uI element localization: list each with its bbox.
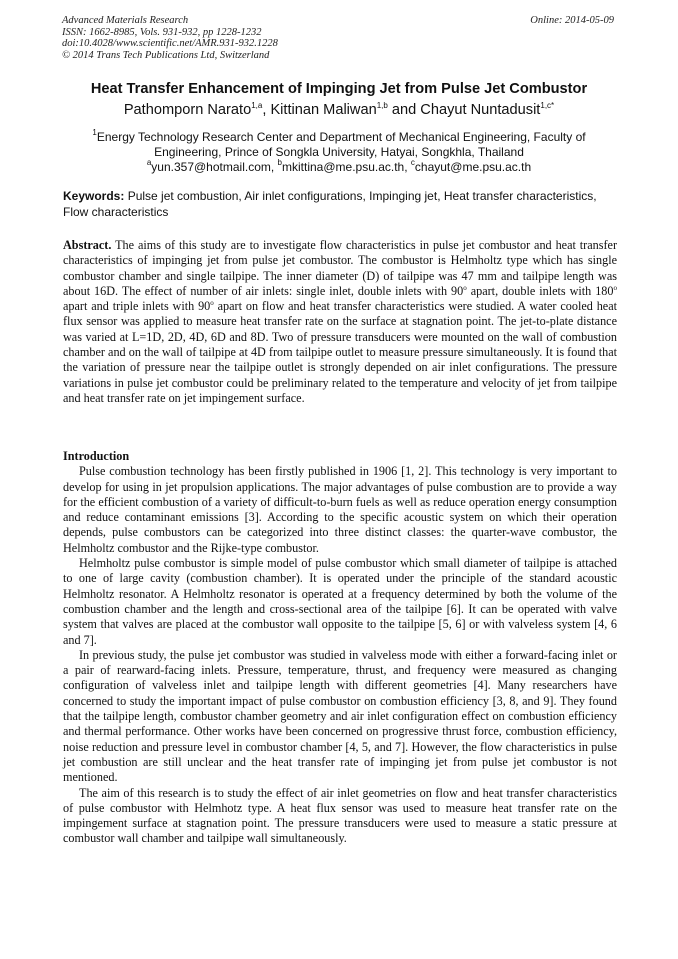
journal-name: Advanced Materials Research <box>62 15 189 26</box>
author-separator: , <box>262 102 271 118</box>
abstract-label: Abstract. <box>63 238 112 252</box>
issn-line: ISSN: 1662-8985, Vols. 931-932, pp 1228-1232 <box>62 26 262 38</box>
abstract-text: apart on flow and heat transfer characteristics were studied. A water cooled heat flux sensor was applied to measure heat transfer rate on the surface at stagnation point. The jet-to-plate distance was varied at L=1D, 2D, 4D, 6D and 8D. Two of pressure transducers were mounted on the wall of combustion chamber and on the wall of tailpipe at 4D from tailpipe outlet to measure pressure simultaneously. It is found that the variation of pressure near the tailpipe outlet is strongly depended on air inlet configurations. The pressure variations in pulse jet combustor could be preliminary related to the temperature and velocity of jet from tailpipe and heat transfer rate on jet impingement surface. <box>63 299 617 405</box>
author-affiliation-mark: 1,b <box>376 101 388 110</box>
paragraph: Pulse combustion technology has been firstly published in 1906 [1, 2]. This technology is very important to develop for using in jet propulsion applications. The major advantages of pulse combustion are to provide a way for the efficient combustion of a variety of difficult-to-burn fuels as well as reduce operation energy consumption and reduce contaminant emissions [3]. According to the specific acoustic system on which their operation depends, pulse combustors can be categorized into three distinct classes: the quarter-wave combustor, the Helmholtz combustor and the Rijke-type combustor. <box>63 464 617 555</box>
online-date: Online: 2014-05-09 <box>530 15 614 26</box>
email-mark: a <box>146 158 152 168</box>
abstract-text: apart and triple inlets with 90 <box>63 299 211 314</box>
section-heading: Introduction <box>63 449 130 463</box>
affiliation-line <box>60 130 618 145</box>
email-line <box>60 160 618 175</box>
keywords <box>63 189 617 221</box>
journal-header <box>62 15 614 61</box>
affiliation-line: Engineering, Prince of Songkla University, Hatyai, Songkhla, Thailand <box>154 145 524 160</box>
email-mark: c <box>410 158 415 168</box>
email-mark: b <box>277 158 282 168</box>
affiliation-text: Energy Technology Research Center and Department of Mechanical Engineering, Faculty of <box>96 130 586 144</box>
author-separator: and <box>387 102 421 118</box>
author-affiliation-mark: 1,c* <box>540 101 555 110</box>
paragraph: The aim of this research is to study the effect of air inlet geometries on flow and heat transfer characteristics of pulse combustor with Helmhotz type. A heat flux sensor was used to measure heat transfer rate on the impingement surface at stagnation point. The pressure transducers were used to measure a static pressure at combustor wall chamber and tailpipe wall simultaneously. <box>63 785 617 846</box>
author-name: Pathomporn Narato <box>123 102 252 118</box>
keywords-text: Pulse jet combustion, Air inlet configurations, Impinging jet, Heat transfer characteristics, Flow characteristics <box>63 189 597 219</box>
author-name: Chayut Nuntadusit <box>420 102 541 118</box>
affiliation-block <box>60 130 618 176</box>
email-address: mkittina@me.psu.ac.th, <box>282 160 411 175</box>
degree-mark: o <box>210 299 214 308</box>
introduction-section <box>63 449 617 847</box>
keywords-label: Keywords: <box>63 189 125 203</box>
author-affiliation-mark: 1,a <box>251 101 263 110</box>
author-name: Kittinan Maliwan <box>270 102 377 118</box>
paragraph: Helmholtz pulse combustor is simple model of pulse combustor which small diameter of tailpipe is attached to one of large cavity (combustion chamber). It is operated under the principle of the standard acoustic Helmholtz resonator. A Helmholtz resonator is operated at a frequency determined by both the volume of the combustion chamber and the length and cross-sectional area of the tailpipe [6]. It can be operated with valve system that valves are placed at the combustor wall opposite to the tailpipe [5, 6] or with valveless system [4, 6 and 7]. <box>63 556 617 647</box>
author-list <box>40 101 638 119</box>
paragraph: In previous study, the pulse jet combustor was studied in valveless mode with either a forward-facing inlet or a pair of rearward-facing inlets. Pressure, temperature, thrust, and frequency were measured as changing configuration of valveless inlet and tailpipe length with different geometries [4]. Many researchers have concerned to study the important impact of pulse combustor on combustion efficiency [3, 8, and 9]. They found that the tailpipe length, combustor chamber geometry and air inlet configuration effect on combustion efficiency and thermal performance. Other works have been concerned on progressive thrust force, combustion efficiency, noise reduction and pressure level in combustor chamber [4, 5, and 7]. However, the flow characteristics in pulse jet combustion are still unclear and the heat transfer rate of impinging jet from pulse jet combustor is not mentioned. <box>63 647 617 785</box>
abstract-text: apart, double inlets with 180 <box>466 283 614 298</box>
affiliation-mark: 1 <box>92 128 97 137</box>
paper-title: Heat Transfer Enhancement of Impinging Jet from Pulse Jet Combustor <box>90 81 588 97</box>
degree-mark: o <box>613 283 617 292</box>
doi-line: doi:10.4028/www.scientific.net/AMR.931-932.1228 <box>62 38 278 49</box>
email-address: chayut@me.psu.ac.th <box>414 160 532 175</box>
copyright-line: © 2014 Trans Tech Publications Ltd, Switzerland <box>62 49 270 61</box>
abstract <box>63 238 617 406</box>
abstract-text: The aims of this study are to investigate flow characteristics in pulse jet combustor and heat transfer characteristics of impinging jet from pulse jet combustor. The combustor is Helmholtz type which has single combustor chamber and single tailpipe. The inner diameter (D) of tailpipe was 47 mm and tailpipe length was about 16D. The effect of number of air inlets: single inlet, double inlets with 90 <box>63 238 617 298</box>
email-address: yun.357@hotmail.com, <box>151 160 278 175</box>
degree-mark: o <box>463 283 467 292</box>
